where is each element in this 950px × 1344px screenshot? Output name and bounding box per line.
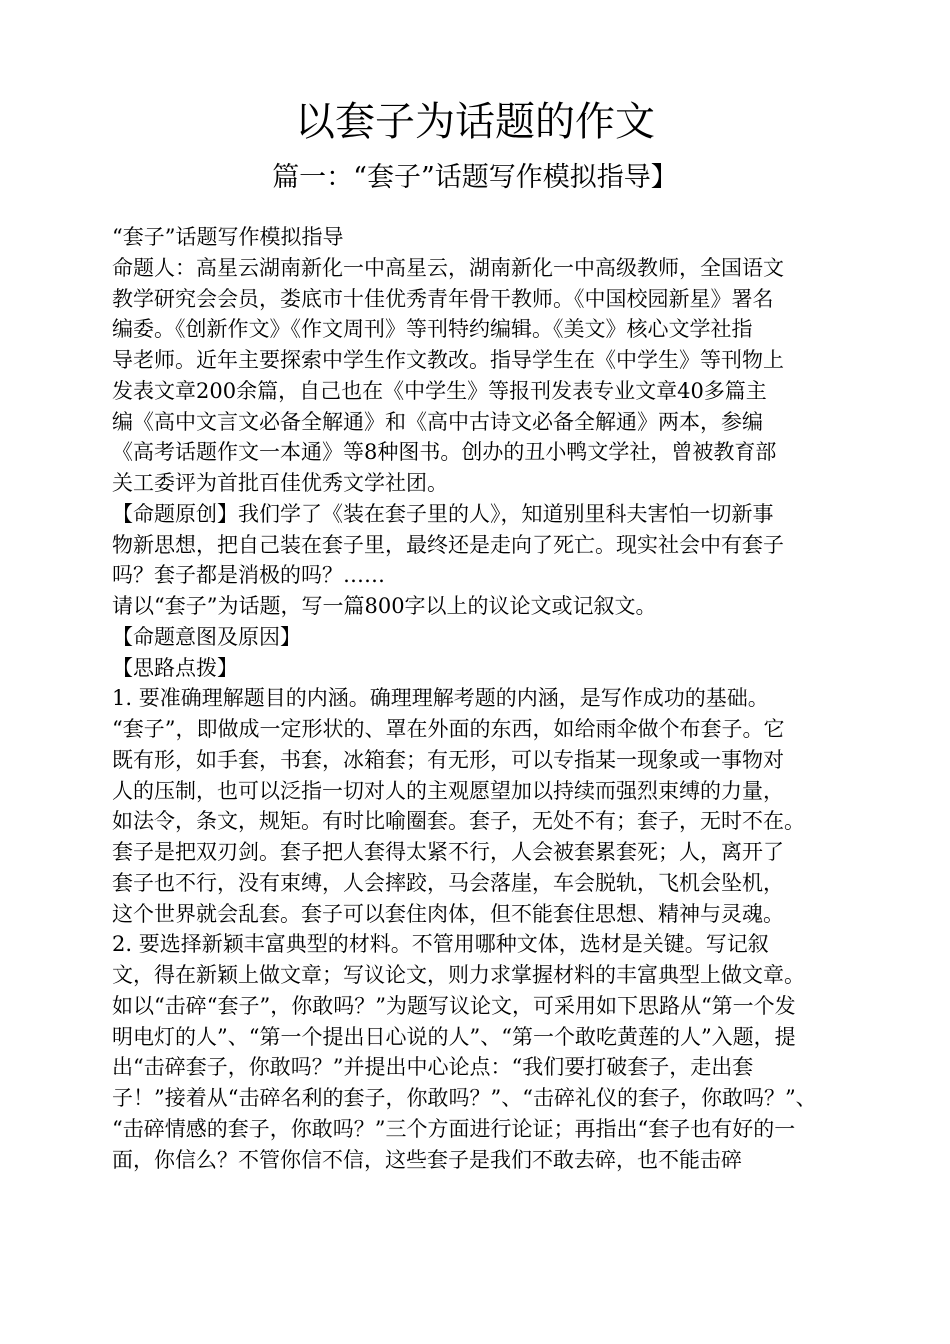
body-line: 导老师。近年主要探索中学生作文教改。指导学生在《中学生》等刊物上 bbox=[112, 348, 784, 372]
body-line: 编《高中文言文必备全解通》和《高中古诗文必备全解通》两本，参编 bbox=[112, 409, 763, 434]
body-line: 面，你信么？不管你信不信，这些套子是我们不敢去碎，也不能击碎 bbox=[112, 1147, 742, 1172]
body-line: 【命题原创】我们学了《装在套子里的人》，知道别里科夫害怕一切新事 bbox=[112, 501, 774, 526]
body-line: 人的压制，也可以泛指一切对人的主观愿望加以持续而强烈束缚的力量， bbox=[112, 778, 784, 803]
body-line: 吗？套子都是消极的吗？…… bbox=[112, 563, 385, 588]
body-line: 教学研究会会员，娄底市十佳优秀青年骨干教师。《中国校园新星》署名 bbox=[112, 286, 774, 311]
body-line: 如法令，条文，规矩。有时比喻圈套。套子，无处不有；套子，无时不在。 bbox=[112, 809, 805, 834]
body-line: “套子”，即做成一定形状的、罩在外面的东西，如给雨伞做个布套子。它 bbox=[112, 717, 785, 741]
body-line: 既有形，如手套，书套，冰箱套；有无形，可以专指某一现象或一事物对 bbox=[112, 747, 784, 772]
body-line: 【思路点拨】 bbox=[112, 655, 238, 680]
body-line: “套子”话题写作模拟指导 bbox=[112, 225, 344, 249]
body-line: 出“击碎套子，你敢吗？”并提出中心论点：“我们要打破套子，走出套 bbox=[112, 1055, 754, 1080]
body-line: 文，得在新颖上做文章；写议论文，则力求掌握材料的丰富典型上做文章。 bbox=[112, 963, 805, 987]
body-line: 这个世界就会乱套。套子可以套住肉体，但不能套住思想、精神与灵魂。 bbox=[112, 901, 784, 926]
body-line: 物新思想，把自己装在套子里，最终还是走向了死亡。现实社会中有套子 bbox=[112, 532, 784, 557]
body-line: 命题人：高星云湖南新化一中高星云，湖南新化一中高级教师，全国语文 bbox=[112, 255, 784, 280]
document-body bbox=[112, 222, 882, 1175]
body-line: 【命题意图及原因】 bbox=[112, 624, 301, 649]
body-line: 1. 要准确理解题目的内涵。确理理解考题的内涵，是写作成功的基础。 bbox=[112, 686, 769, 711]
body-line: 套子也不行，没有束缚，人会摔跤，马会落崖，车会脱轨，飞机会坠机， bbox=[112, 870, 784, 895]
body-line: 关工委评为首批百佳优秀文学社团。 bbox=[112, 471, 448, 495]
body-line: 如以“击碎“套子”，你敢吗？”为题写议论文，可采用如下思路从“第一个发 bbox=[112, 993, 796, 1018]
document-title: 以套子为话题的作文 bbox=[295, 99, 655, 145]
body-line: 发表文章200余篇，自己也在《中学生》等报刊发表专业文章40多篇主 bbox=[112, 378, 767, 403]
body-line: 套子是把双刃剑。套子把人套得太紧不行，人会被套累套死；人，离开了 bbox=[112, 840, 784, 864]
body-line: 请以“套子”为话题，写一篇800字以上的议论文或记叙文。 bbox=[112, 594, 657, 618]
body-line: 2. 要选择新颖丰富典型的材料。不管用哪种文体，选材是关键。写记叙 bbox=[112, 932, 769, 957]
body-line: “击碎情感的套子，你敢吗？”三个方面进行论证；再指出“套子也有好的一 bbox=[112, 1116, 796, 1141]
body-line: 子！”接着从“击碎名利的套子，你敢吗？”、“击碎礼仪的套子，你敢吗？”、 bbox=[112, 1086, 817, 1110]
document-subtitle: 篇一：“套子”话题写作模拟指导】 bbox=[272, 162, 678, 193]
body-line: 编委。《创新作文》《作文周刊》等刊特约编辑。《美文》核心文学社指 bbox=[112, 317, 753, 342]
body-line: 《高考话题作文一本通》等8种图书。创办的丑小鸭文学社，曾被教育部 bbox=[112, 440, 777, 465]
body-line: 明电灯的人”、“第一个提出日心说的人”、“第一个敢吃黄莲的人”入题，提 bbox=[112, 1024, 796, 1049]
